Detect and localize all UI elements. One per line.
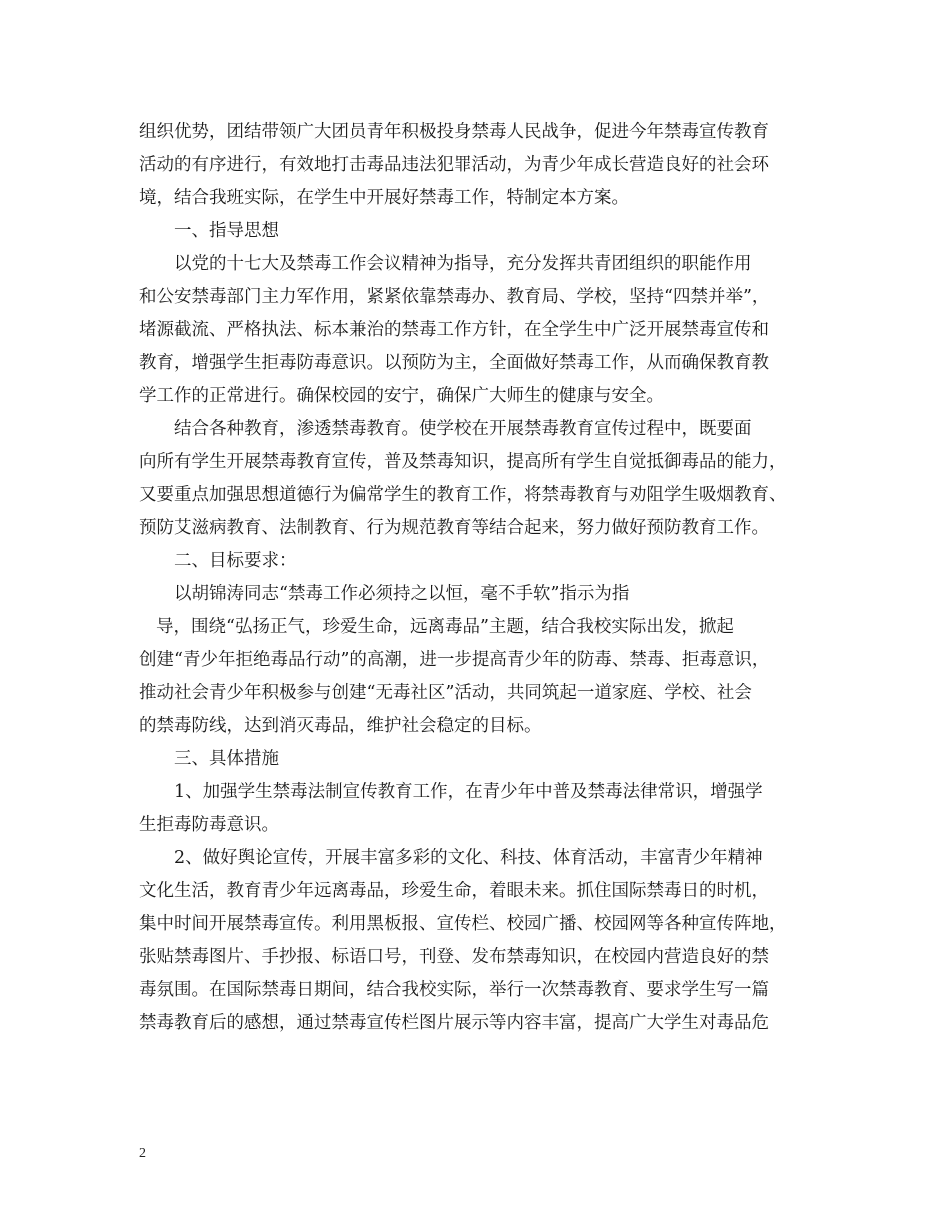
text-line: 禁毒教育后的感想，通过禁毒宣传栏图片展示等内容丰富，提高广大学生对毒品危 xyxy=(139,1013,769,1033)
text-line: 和公安禁毒部门主力军作用，紧紧依靠禁毒办、教育局、学校，坚持“四禁并举”， xyxy=(139,287,770,307)
section-heading: 一、指导思想 xyxy=(174,221,279,241)
text-line: 生拒毒防毒意识。 xyxy=(139,815,279,835)
text-line: 文化生活，教育青少年远离毒品，珍爱生命，着眼未来。抓住国际禁毒日的时机， xyxy=(139,881,769,901)
text-line: 集中时间开展禁毒宣传。利用黑板报、宣传栏、校园广播、校园网等各种宣传阵地， xyxy=(139,914,787,934)
section-heading: 三、具体措施 xyxy=(174,749,279,769)
text-line: 2、做好舆论宣传，开展丰富多彩的文化、科技、体育活动，丰富青少年精神 xyxy=(174,848,763,868)
text-line: 又要重点加强思想道德行为偏常学生的教育工作，将禁毒教育与劝阻学生吸烟教育、 xyxy=(139,485,787,505)
body-text xyxy=(139,116,819,1040)
text-line: 以党的十七大及禁毒工作会议精神为指导，充分发挥共青团组织的职能作用 xyxy=(174,254,752,274)
page-number: 2 xyxy=(139,1146,146,1161)
text-line: 活动的有序进行，有效地打击毒品违法犯罪活动，为青少年成长营造良好的社会环 xyxy=(139,155,769,175)
text-line: 推动社会青少年积极参与创建“无毒社区”活动，共同筑起一道家庭、学校、社会 xyxy=(139,683,752,703)
text-line: 堵源截流、严格执法、标本兼治的禁毒工作方针，在全学生中广泛开展禁毒宣传和 xyxy=(139,320,769,340)
text-line: 创建“青少年拒绝毒品行动”的高潮，进一步提高青少年的防毒、禁毒、拒毒意识， xyxy=(139,650,770,670)
text-line: 境，结合我班实际，在学生中开展好禁毒工作，特制定本方案。 xyxy=(139,188,629,208)
text-line: 学工作的正常进行。确保校园的安宁，确保广大师生的健康与安全。 xyxy=(139,386,664,406)
text-line: 的禁毒防线，达到消灭毒品，维护社会稳定的目标。 xyxy=(139,716,542,736)
text-line: 1、加强学生禁毒法制宣传教育工作，在青少年中普及禁毒法律常识，增强学 xyxy=(174,782,763,802)
text-line: 以胡锦涛同志“禁毒工作必须持之以恒，毫不手软”指示为指 xyxy=(174,584,630,604)
text-line: 毒氛围。在国际禁毒日期间，结合我校实际，举行一次禁毒教育、要求学生写一篇 xyxy=(139,980,769,1000)
text-line: 预防艾滋病教育、法制教育、行为规范教育等结合起来，努力做好预防教育工作。 xyxy=(139,518,769,538)
text-line: 导，围绕“弘扬正气，珍爱生命，远离毒品”主题，结合我校实际出发，掀起 xyxy=(156,617,734,637)
text-line: 张贴禁毒图片、手抄报、标语口号，刊登、发布禁毒知识，在校园内营造良好的禁 xyxy=(139,947,769,967)
text-line: 向所有学生开展禁毒教育宣传，普及禁毒知识，提高所有学生自觉抵御毒品的能力， xyxy=(139,452,787,472)
text-line: 教育，增强学生拒毒防毒意识。以预防为主，全面做好禁毒工作，从而确保教育教 xyxy=(139,353,769,373)
text-line: 组织优势，团结带领广大团员青年积极投身禁毒人民战争，促进今年禁毒宣传教育 xyxy=(139,122,769,142)
text-line: 结合各种教育，渗透禁毒教育。使学校在开展禁毒教育宣传过程中，既要面 xyxy=(174,419,752,439)
section-heading: 二、目标要求： xyxy=(174,551,297,571)
